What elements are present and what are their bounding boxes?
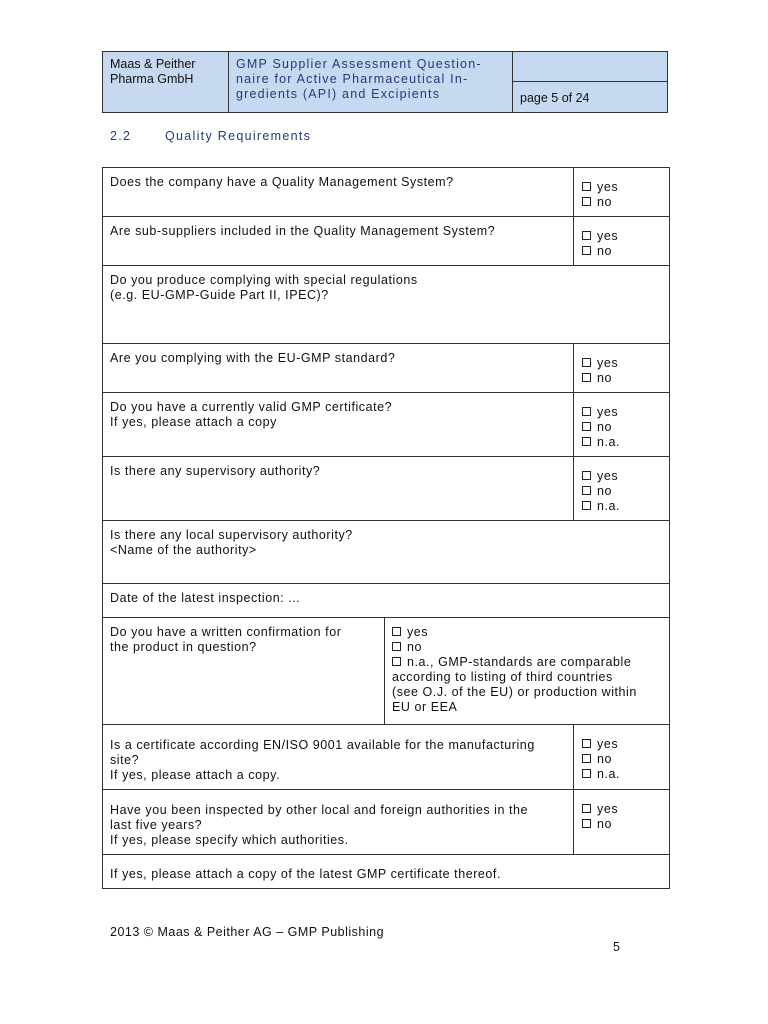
option-yes[interactable]	[582, 356, 662, 371]
question-text	[103, 725, 574, 790]
checkbox-icon[interactable]	[582, 422, 591, 431]
question-row	[103, 618, 670, 725]
checkbox-icon[interactable]	[582, 373, 591, 382]
answer-options	[574, 217, 670, 266]
question-line: Is a certificate according EN/ISO 9001 available for the manufacturing	[110, 738, 535, 752]
option-no[interactable]	[582, 371, 662, 386]
question-text	[103, 344, 574, 393]
checkbox-icon[interactable]	[582, 769, 591, 778]
option-yes[interactable]	[582, 802, 662, 817]
option-na[interactable]	[582, 435, 662, 450]
question-line: Are you complying with the EU-GMP standard?	[110, 351, 396, 365]
page-indicator: page 5 of 24	[513, 82, 668, 113]
company-name-line1: Maas & Peither	[110, 57, 196, 71]
answer-options	[574, 168, 670, 217]
checkbox-icon[interactable]	[582, 437, 591, 446]
question-row	[103, 584, 670, 618]
company-cell	[103, 52, 229, 113]
option-label: yes	[407, 625, 429, 639]
option-label: yes	[597, 802, 619, 816]
question-line: Is there any local supervisory authority?	[110, 528, 353, 542]
question-text	[103, 618, 385, 725]
checkbox-icon[interactable]	[582, 754, 591, 763]
question-text	[103, 266, 670, 344]
option-no[interactable]	[582, 244, 662, 259]
question-line: Is there any supervisory authority?	[110, 464, 321, 478]
company-name-line2: Pharma GmbH	[110, 72, 194, 86]
option-label: n.a.	[597, 499, 621, 513]
section-number: 2.2	[110, 129, 132, 143]
option-note-line: EU or EEA	[392, 700, 458, 714]
option-label: no	[407, 640, 423, 654]
question-line: If yes, please attach a copy of the latest GMP certificate thereof.	[110, 867, 501, 881]
question-text	[103, 584, 670, 618]
option-label: no	[597, 817, 613, 831]
checkbox-icon[interactable]	[582, 246, 591, 255]
footer-page-number: 5	[613, 940, 620, 954]
option-yes[interactable]	[582, 229, 662, 244]
checkbox-icon[interactable]	[582, 486, 591, 495]
answer-options	[574, 393, 670, 457]
option-yes[interactable]	[582, 737, 662, 752]
document-title-line1: GMP Supplier Assessment Question-	[236, 57, 482, 71]
option-no[interactable]	[582, 752, 662, 767]
footer-copyright: 2013 © Maas & Peither AG – GMP Publishing	[110, 925, 385, 939]
question-row	[103, 790, 670, 855]
option-yes[interactable]	[582, 405, 662, 420]
question-line: Does the company have a Quality Management System?	[110, 175, 454, 189]
section-title: Quality Requirements	[165, 129, 312, 143]
question-text	[103, 217, 574, 266]
question-text	[103, 393, 574, 457]
question-line: last five years?	[110, 818, 203, 832]
question-line: Have you been inspected by other local and foreign authorities in the	[110, 803, 529, 817]
option-label: yes	[597, 405, 619, 419]
checkbox-icon[interactable]	[582, 804, 591, 813]
option-label: no	[597, 244, 613, 258]
document-title-line2: naire for Active Pharmaceutical In-	[236, 72, 469, 86]
question-row	[103, 344, 670, 393]
option-label: no	[597, 752, 613, 766]
question-line: Are sub-suppliers included in the Quality Management System?	[110, 224, 496, 238]
question-row	[103, 266, 670, 344]
option-no[interactable]	[582, 195, 662, 210]
answer-options	[385, 618, 670, 725]
question-line: Do you have a currently valid GMP certificate?	[110, 400, 393, 414]
question-row	[103, 725, 670, 790]
question-line: Do you produce complying with special regulations	[110, 273, 418, 287]
question-row	[103, 521, 670, 584]
question-row	[103, 217, 670, 266]
question-line: the product in question?	[110, 640, 257, 654]
option-label: no	[597, 371, 613, 385]
option-no[interactable]	[582, 484, 662, 499]
checkbox-icon[interactable]	[582, 819, 591, 828]
question-line: Do you have a written confirmation for	[110, 625, 342, 639]
header-empty-cell	[513, 52, 668, 82]
option-yes[interactable]	[582, 469, 662, 484]
option-label: yes	[597, 229, 619, 243]
option-na[interactable]	[582, 499, 662, 514]
option-note-line: according to listing of third countries	[392, 670, 613, 684]
document-header	[102, 51, 668, 113]
question-row	[103, 855, 670, 889]
question-line: site?	[110, 753, 140, 767]
option-label: n.a.	[597, 767, 621, 781]
checkbox-icon[interactable]	[582, 501, 591, 510]
checkbox-icon[interactable]	[392, 627, 401, 636]
option-label: no	[597, 484, 613, 498]
question-text	[103, 521, 670, 584]
option-na[interactable]	[392, 655, 662, 670]
question-row	[103, 393, 670, 457]
option-label: no	[597, 195, 613, 209]
option-label: yes	[597, 469, 619, 483]
checkbox-icon[interactable]	[582, 471, 591, 480]
question-line: If yes, please attach a copy	[110, 415, 277, 429]
questionnaire-table	[102, 167, 670, 889]
option-label: yes	[597, 180, 619, 194]
option-na[interactable]	[582, 767, 662, 782]
option-label: no	[597, 420, 613, 434]
answer-options	[574, 725, 670, 790]
checkbox-icon[interactable]	[582, 739, 591, 748]
question-line: Date of the latest inspection: ...	[110, 591, 301, 605]
question-text	[103, 168, 574, 217]
option-no[interactable]	[582, 817, 662, 832]
answer-options	[574, 790, 670, 855]
checkbox-icon[interactable]	[392, 642, 401, 651]
option-yes[interactable]	[582, 180, 662, 195]
option-label: yes	[597, 737, 619, 751]
checkbox-icon[interactable]	[582, 231, 591, 240]
question-line: If yes, please specify which authorities.	[110, 833, 349, 847]
question-text	[103, 790, 574, 855]
section-heading	[110, 129, 311, 143]
question-text	[103, 855, 670, 889]
checkbox-icon[interactable]	[582, 358, 591, 367]
option-note-line: (see O.J. of the EU) or production within	[392, 685, 637, 699]
option-label: yes	[597, 356, 619, 370]
checkbox-icon[interactable]	[582, 197, 591, 206]
option-label: n.a., GMP-standards are comparable	[407, 655, 632, 669]
option-yes[interactable]	[392, 625, 662, 640]
question-text	[103, 457, 574, 521]
question-line: <Name of the authority>	[110, 543, 257, 557]
option-no[interactable]	[582, 420, 662, 435]
checkbox-icon[interactable]	[582, 182, 591, 191]
answer-options	[574, 344, 670, 393]
question-line: If yes, please attach a copy.	[110, 768, 280, 782]
question-line: (e.g. EU-GMP-Guide Part II, IPEC)?	[110, 288, 329, 302]
checkbox-icon[interactable]	[582, 407, 591, 416]
answer-options	[574, 457, 670, 521]
option-no[interactable]	[392, 640, 662, 655]
checkbox-icon[interactable]	[392, 657, 401, 666]
document-title-line3: gredients (API) and Excipients	[236, 87, 441, 101]
document-title-cell	[229, 52, 513, 113]
question-row	[103, 168, 670, 217]
option-label: n.a.	[597, 435, 621, 449]
question-row	[103, 457, 670, 521]
